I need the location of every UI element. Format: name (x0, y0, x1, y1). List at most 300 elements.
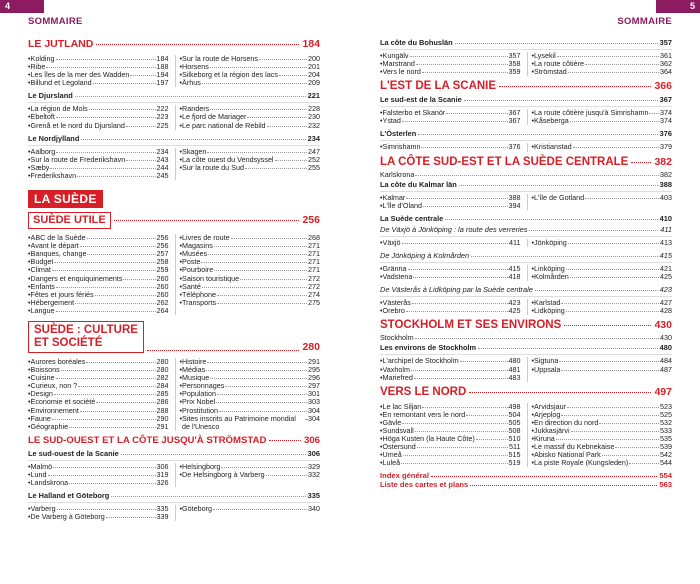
toc-entry[interactable] (380, 435, 521, 443)
bullet-icon: • (380, 51, 383, 60)
toc-entry-title: Vadstena (382, 273, 413, 282)
toc-entry[interactable] (28, 122, 169, 130)
bullet-icon: • (531, 116, 535, 126)
bullet-icon: • (531, 67, 535, 77)
toc-entry[interactable] (28, 148, 169, 156)
toc-entry-page: 245 (156, 170, 169, 180)
toc-entry[interactable] (180, 471, 321, 479)
entry-column (175, 463, 321, 487)
bullet-icon: • (179, 297, 183, 307)
toc-entry[interactable] (380, 366, 521, 374)
toc-entry-page: 544 (660, 458, 672, 468)
toc-entry[interactable] (380, 52, 521, 60)
bullet-icon: • (28, 413, 31, 423)
toc-entry-title: Économie et société (30, 398, 96, 407)
entry-column (28, 505, 175, 521)
bullet-icon: • (380, 442, 383, 452)
toc-entry[interactable] (28, 258, 169, 266)
toc-entry[interactable] (532, 459, 673, 467)
toc-entry-page: 498 (508, 401, 521, 411)
bullet-icon: • (531, 59, 535, 69)
toc-entry[interactable] (28, 275, 169, 283)
toc-entry[interactable] (180, 105, 321, 113)
toc-entry[interactable] (180, 156, 321, 164)
toc-entry[interactable] (180, 55, 321, 63)
toc-entry[interactable] (28, 156, 169, 164)
toc-entry[interactable] (28, 398, 169, 406)
toc-entry-page: 258 (156, 257, 169, 267)
toc-entry-page: 264 (156, 305, 169, 315)
toc-entry[interactable] (28, 242, 169, 250)
subsection-vasteras[interactable]: De Västerås à Lidköping par la Suède centrale 423 (380, 285, 672, 295)
toc-entry[interactable] (380, 265, 521, 273)
toc-entry-page: 504 (508, 409, 521, 419)
entry-column (175, 105, 321, 129)
toc-entry-title: L'île d'Öland (382, 201, 423, 210)
toc-entry-title: La route côtière (534, 60, 584, 69)
toc-entry-title: Pourboire (182, 266, 214, 275)
toc-entry-page: 379 (660, 142, 672, 152)
toc-entry[interactable] (380, 68, 521, 76)
toc-entry[interactable] (28, 358, 169, 366)
toc-entry[interactable] (380, 239, 521, 247)
bullet-icon: • (179, 78, 183, 88)
section-sud-ouest[interactable]: LE SUD-OUEST ET LA CÔTE JUSQU'À STRÖMSTAD 306 (28, 434, 320, 446)
toc-entry[interactable] (532, 265, 673, 273)
toc-entry[interactable] (380, 117, 521, 125)
bullet-icon: • (28, 120, 31, 130)
toc-entry-title: Helsingborg (182, 462, 221, 471)
toc-entry[interactable] (28, 513, 169, 521)
toc-entry-page: 234 (156, 146, 169, 156)
toc-entry[interactable] (532, 427, 673, 435)
toc-entry[interactable] (180, 250, 321, 258)
toc-entry[interactable] (180, 415, 321, 431)
toc-entry-title: Boissons (30, 366, 60, 375)
toc-entry[interactable] (532, 239, 673, 247)
bullet-icon: • (380, 298, 383, 308)
bullet-icon: • (531, 192, 535, 202)
toc-entry[interactable] (532, 411, 673, 419)
toc-entry[interactable] (180, 71, 321, 79)
toc-entry[interactable] (28, 423, 169, 431)
toc-entry[interactable] (180, 374, 321, 382)
toc-entry-title: En direction du nord (534, 418, 599, 427)
toc-entry-title: Prix Nobel (182, 398, 216, 407)
toc-entry-title: Kolmården (534, 273, 569, 282)
toc-entry[interactable] (28, 55, 169, 63)
bullet-icon: • (28, 421, 31, 431)
bullet-icon: • (380, 306, 383, 316)
bullet-icon: • (28, 469, 31, 479)
toc-entry-title: Fêtes et jours fériés (30, 290, 94, 299)
entry-column (380, 403, 527, 468)
toc-entry-title: Varberg (30, 505, 56, 514)
bullet-icon: • (179, 233, 183, 243)
toc-entry-title: Jukkasjärvi (534, 426, 570, 435)
entry-column (28, 234, 175, 315)
toc-entry-page: 542 (660, 450, 672, 460)
toc-entry[interactable] (28, 505, 169, 513)
toc-entry[interactable] (532, 435, 673, 443)
bullet-icon: • (28, 241, 31, 251)
toc-entry[interactable] (28, 63, 169, 71)
entry-column (527, 109, 673, 125)
toc-entry-page: 413 (660, 237, 672, 247)
toc-entry-page: 515 (508, 450, 521, 460)
toc-entry[interactable] (28, 250, 169, 258)
bullet-icon: • (531, 364, 535, 374)
toc-entry[interactable] (180, 407, 321, 415)
toc-entry-title: L'archipel de Stockholm (382, 357, 459, 366)
bullet-icon: • (28, 512, 31, 522)
toc-entry[interactable] (28, 283, 169, 291)
entry-column (527, 143, 673, 151)
toc-entry[interactable] (180, 242, 321, 250)
bullet-icon: • (28, 170, 31, 180)
toc-entry[interactable] (532, 357, 673, 365)
toc-entry[interactable] (180, 390, 321, 398)
sud-est-entries (380, 106, 672, 125)
bullet-icon: • (179, 461, 183, 471)
toc-entry[interactable] (180, 291, 321, 299)
toc-entry[interactable] (380, 403, 521, 411)
bullet-icon: • (179, 257, 183, 267)
toc-entry-page: 415 (508, 263, 521, 273)
toc-entry-page: 533 (660, 425, 672, 435)
bullet-icon: • (531, 237, 535, 247)
bullet-icon: • (28, 54, 31, 63)
toc-entry-title: Luleå (382, 459, 401, 468)
toc-entry-page: 230 (308, 112, 320, 122)
section-vers-le-nord[interactable]: VERS LE NORD 497 (380, 385, 672, 398)
toc-entry-title: Histoire (182, 357, 207, 366)
toc-entry-page: 357 (508, 51, 521, 60)
toc-entry[interactable] (28, 105, 169, 113)
section-culture[interactable]: SUÈDE : CULTURE ET SOCIÉTÉ 280 (28, 321, 320, 353)
toc-entry-title: Frederikshavn (30, 171, 77, 180)
country-banner: LA SUÈDE (28, 190, 103, 208)
section-stockholm[interactable]: STOCKHOLM ET SES ENVIRONS 430 (380, 319, 672, 332)
toc-entry[interactable] (180, 234, 321, 242)
toc-entry[interactable] (532, 117, 673, 125)
index-general-link[interactable]: Index général 554 (380, 471, 672, 481)
toc-entry[interactable] (180, 113, 321, 121)
toc-entry[interactable] (532, 366, 673, 374)
subsection-scanie-sud-ouest[interactable]: Le sud-ouest de la Scanie 306 (28, 448, 320, 458)
bullet-icon: • (28, 289, 31, 299)
toc-entry-title: Faune (30, 414, 51, 423)
toc-entry-title: Kungälv (382, 52, 409, 60)
toc-entry[interactable] (532, 299, 673, 307)
bullet-icon: • (380, 356, 383, 366)
bullet-icon: • (179, 413, 183, 423)
toc-entry-page: 188 (156, 62, 169, 72)
subsection-halland[interactable]: Le Halland et Göteborg 335 (28, 491, 320, 501)
toc-entry-page: 284 (156, 381, 169, 391)
bullet-icon: • (179, 397, 183, 407)
toc-entry[interactable] (380, 202, 521, 210)
toc-entry[interactable] (28, 366, 169, 374)
subsection-sud-est-scanie[interactable]: Le sud-est de la Scanie 367 (380, 95, 672, 105)
entry-column (527, 52, 673, 76)
bullet-icon: • (28, 162, 31, 172)
toc-entry-title: Kolding (30, 55, 55, 63)
toc-entry[interactable] (180, 366, 321, 374)
toc-entry[interactable] (180, 299, 321, 307)
toc-entry[interactable] (380, 143, 521, 151)
section-suede-utile[interactable]: SUÈDE UTILE 256 (28, 212, 320, 229)
toc-entry[interactable] (28, 71, 169, 79)
toc-entry-title: Simrishamn (382, 143, 421, 152)
section-jutland[interactable]: LE JUTLAND 184 (28, 38, 320, 50)
toc-entry-karlskrona[interactable]: Karlskrona 382 (380, 169, 672, 179)
bullet-icon: • (380, 59, 383, 69)
toc-entry-title: Poste (182, 258, 201, 267)
toc-entry[interactable] (380, 109, 521, 117)
subsection-bohuslan[interactable]: La côte du Bohuslän 357 (380, 38, 672, 47)
toc-entry-page: 275 (308, 297, 320, 307)
bullet-icon: • (28, 249, 31, 259)
toc-entry[interactable] (180, 258, 321, 266)
toc-entry[interactable] (28, 164, 169, 172)
toc-entry-page: 255 (308, 162, 320, 172)
toc-entry-title: Curieux, non ? (30, 382, 78, 391)
toc-entry-title: La piste Royale (Kungsleden) (534, 459, 629, 468)
toc-entry[interactable] (28, 390, 169, 398)
toc-entry-title: Langue (30, 306, 55, 315)
toc-entry[interactable] (532, 194, 673, 202)
toc-entry-title: ABC de la Suède (30, 234, 86, 243)
toc-entry[interactable] (180, 266, 321, 274)
toc-entry[interactable] (532, 68, 673, 76)
toc-entry-title: Lund (30, 470, 47, 479)
bullet-icon: • (179, 120, 183, 130)
toc-entry-page: 304 (308, 413, 320, 423)
toc-entry-title: Gränna (382, 264, 407, 273)
toc-entry[interactable] (28, 463, 169, 471)
toc-entry-title: Vaxholm (382, 365, 410, 374)
toc-entry[interactable] (180, 398, 321, 406)
toc-entry-page: 272 (308, 273, 320, 283)
map-list-link[interactable]: Liste des cartes et plans 563 (380, 480, 672, 490)
subsection-osterlen[interactable]: L'Österlen 376 (380, 129, 672, 139)
toc-entry[interactable] (28, 471, 169, 479)
toc-entry-title: Malmö (30, 462, 53, 471)
section-cote-sud-est[interactable]: LA CÔTE SUD-EST ET LA SUÈDE CENTRALE 382 (380, 155, 672, 168)
toc-entry-page: 428 (660, 306, 672, 316)
subsection-environs[interactable]: Les environs de Stockholm 480 (380, 343, 672, 353)
entry-column (28, 105, 175, 129)
toc-entry-page: 532 (660, 417, 672, 427)
toc-entry[interactable] (28, 234, 169, 242)
djursland-entries (28, 102, 320, 129)
toc-entry-page: 285 (156, 389, 169, 399)
toc-entry[interactable] (180, 382, 321, 390)
toc-entry[interactable] (28, 291, 169, 299)
toc-entry-page: 260 (156, 273, 169, 283)
subsection-kalmar[interactable]: La côte du Kalmar län 388 (380, 179, 672, 189)
toc-entry-stockholm[interactable]: Stockholm 430 (380, 333, 672, 343)
toc-entry-title: Personnages (182, 382, 225, 391)
toc-entry-title: Karlstad (534, 299, 561, 308)
toc-entry[interactable] (28, 307, 169, 315)
toc-entry-title: Uppsala (534, 365, 561, 374)
toc-entry-page: 358 (508, 59, 521, 69)
toc-entry-page: 421 (660, 263, 672, 273)
toc-entry[interactable] (180, 79, 321, 87)
bullet-icon: • (28, 154, 31, 164)
toc-entry[interactable] (380, 443, 521, 451)
entry-column (175, 505, 321, 521)
bullet-icon: • (179, 381, 183, 391)
bullet-icon: • (28, 257, 31, 267)
bullet-icon: • (28, 405, 31, 415)
bullet-icon: • (28, 265, 31, 275)
toc-entry[interactable] (380, 357, 521, 365)
toc-entry-title: La région de Mols (30, 105, 88, 114)
bullet-icon: • (28, 305, 31, 315)
entry-column (527, 403, 673, 468)
bullet-icon: • (531, 442, 535, 452)
entry-column (380, 239, 527, 247)
toc-entry-page: 223 (156, 112, 169, 122)
toc-entry[interactable] (532, 443, 673, 451)
toc-entry-page: 290 (156, 413, 169, 423)
toc-entry-title: Prostitution (182, 406, 218, 415)
toc-entry-title: Falsterbo et Skanör (382, 109, 446, 118)
bullet-icon: • (28, 461, 31, 471)
entry-column (380, 357, 527, 381)
toc-entry-page: 257 (156, 249, 169, 259)
utile-entries (28, 232, 320, 315)
toc-entry[interactable] (180, 148, 321, 156)
toc-entry[interactable] (28, 407, 169, 415)
toc-entry-title: Le parc national de Rebild (182, 121, 266, 130)
toc-entry-title: Livres de route (182, 234, 230, 243)
toc-entry-page: 359 (508, 67, 521, 77)
toc-entry[interactable] (180, 505, 321, 513)
nord-entries (380, 401, 672, 468)
toc-entry[interactable] (180, 122, 321, 130)
toc-entry-title: Ebeltoft (30, 113, 55, 122)
toc-entry[interactable] (380, 419, 521, 427)
toc-entry[interactable] (28, 266, 169, 274)
toc-entry[interactable] (28, 382, 169, 390)
toc-entry-title: La côte ouest du Vendsyssel (182, 155, 274, 164)
toc-entry[interactable] (28, 79, 169, 87)
toc-entry[interactable] (532, 60, 673, 68)
toc-entry-title: Sur la route de Frederikshavn (30, 155, 126, 164)
toc-entry[interactable] (180, 63, 321, 71)
toc-entry[interactable] (532, 109, 673, 117)
toc-entry[interactable] (28, 172, 169, 180)
toc-entry[interactable] (532, 273, 673, 281)
toc-entry[interactable] (180, 358, 321, 366)
toc-entry-page: 256 (156, 241, 169, 251)
toc-entry[interactable] (532, 451, 673, 459)
toc-entry[interactable] (380, 459, 521, 467)
osterlen-entries (380, 140, 672, 151)
toc-entry-page: 271 (308, 265, 320, 275)
toc-entry-page: 306 (156, 461, 169, 471)
toc-entry-title: Hébergement (30, 298, 75, 307)
toc-entry-title: Sundsvall (382, 426, 414, 435)
toc-entry[interactable] (180, 463, 321, 471)
toc-entry[interactable] (380, 307, 521, 315)
bullet-icon: • (531, 263, 535, 273)
toc-entry[interactable] (380, 299, 521, 307)
toc-entry-page: 288 (156, 405, 169, 415)
subsection-nordjylland[interactable]: Le Nordjylland 234 (28, 133, 320, 143)
toc-entry[interactable] (380, 411, 521, 419)
toc-entry[interactable] (380, 427, 521, 435)
toc-entry[interactable] (180, 275, 321, 283)
toc-entry-page: 271 (308, 249, 320, 259)
bullet-icon: • (531, 272, 535, 282)
section-est-scanie[interactable]: L'EST DE LA SCANIE 366 (380, 80, 672, 93)
toc-entry-page: 340 (308, 504, 320, 514)
bullet-icon: • (179, 162, 183, 172)
toc-entry-title: Environnement (30, 406, 79, 415)
toc-entry-page: 335 (156, 504, 169, 514)
toc-entry[interactable] (180, 164, 321, 172)
toc-entry-title: Musées (182, 250, 208, 259)
toc-entry-title: Abisko National Park (534, 451, 601, 460)
toc-entry[interactable] (380, 60, 521, 68)
subsection-suede-centrale[interactable]: La Suède centrale 410 (380, 213, 672, 223)
toc-entry-title: Randers (182, 105, 210, 114)
toc-entry[interactable] (532, 403, 673, 411)
toc-entry[interactable] (28, 479, 169, 487)
toc-entry[interactable] (532, 52, 673, 60)
bullet-icon: • (28, 281, 31, 291)
toc-entry[interactable] (180, 283, 321, 291)
toc-entry-page: 367 (508, 116, 521, 126)
toc-entry-page: 247 (308, 146, 320, 156)
subsection-kolmarden[interactable]: De Jönköping à Kolmården 415 (380, 250, 672, 260)
toc-entry[interactable] (28, 374, 169, 382)
toc-entry-title: Arjeplog (534, 410, 561, 419)
toc-entry-page: 194 (156, 70, 169, 80)
subsection-djursland[interactable]: Le Djursland 221 (28, 91, 320, 101)
toc-entry-title: Arvidsjaur (534, 402, 566, 411)
toc-entry-page: 329 (308, 461, 320, 471)
toc-entry[interactable] (380, 374, 521, 382)
toc-entry[interactable] (380, 194, 521, 202)
entry-column (380, 265, 527, 281)
jutland-entries (28, 53, 320, 87)
toc-entry-page: 481 (508, 364, 521, 374)
toc-entry-title: Örebro (382, 307, 405, 316)
toc-entry-title: Budget (30, 258, 54, 267)
toc-entry[interactable] (380, 273, 521, 281)
bullet-icon: • (28, 373, 31, 383)
toc-entry[interactable] (28, 113, 169, 121)
toc-entry[interactable] (28, 299, 169, 307)
subsection-verreries[interactable]: De Växjö à Jönköping : la route des verreries 411 (380, 224, 672, 234)
toc-entry-title: Silkeborg et la région des lacs (182, 71, 278, 80)
bullet-icon: • (179, 405, 183, 415)
bullet-icon: • (28, 381, 31, 391)
toc-entry[interactable] (532, 307, 673, 315)
toc-entry[interactable] (28, 415, 169, 423)
toc-entry[interactable] (532, 143, 673, 151)
culture-entries (28, 356, 320, 431)
bullet-icon: • (380, 237, 383, 247)
toc-entry[interactable] (532, 419, 673, 427)
toc-entry[interactable] (380, 451, 521, 459)
